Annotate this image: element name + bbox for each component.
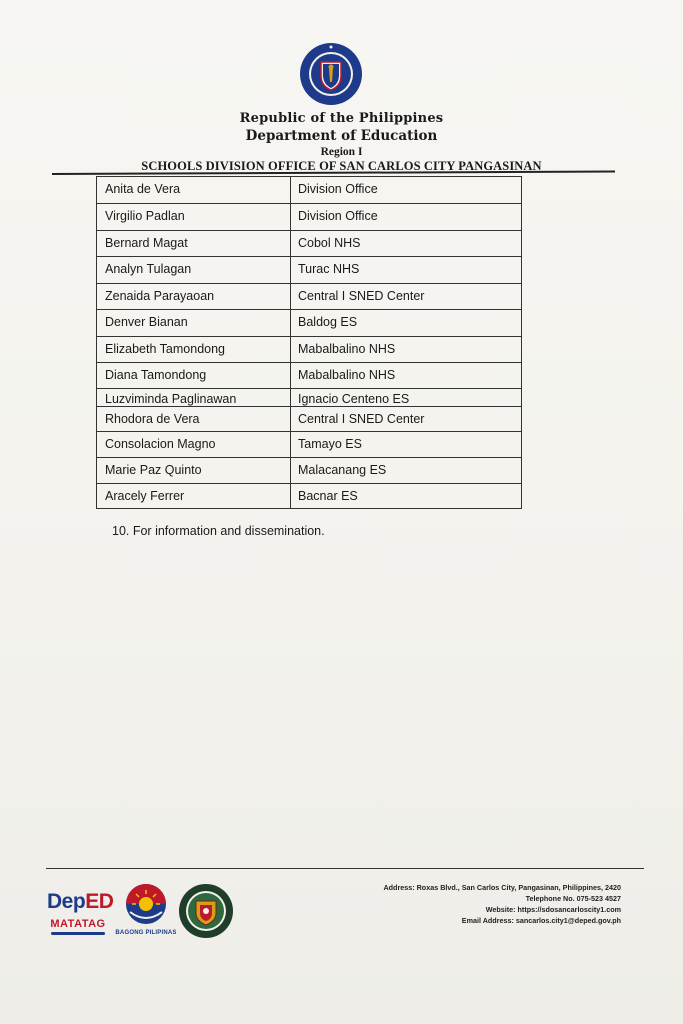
website-link[interactable]: Website: https://sdosancarloscity1.com: [485, 905, 621, 914]
personnel-name: Aracely Ferrer: [97, 484, 291, 508]
table-row: [97, 203, 521, 230]
telephone-text: Telephone No. 075-523 4527: [525, 894, 621, 903]
personnel-office: Central I SNED Center: [298, 412, 425, 426]
republic-heading: Republic of the Philippines: [239, 111, 444, 126]
table-row: [97, 176, 521, 203]
deped-logo-text: [47, 890, 114, 914]
personnel-name: Consolacion Magno: [97, 432, 291, 457]
contact-info: [383, 882, 621, 926]
deped-matatag-logo: [47, 888, 114, 942]
matatag-logo-text: MATATAG: [50, 918, 106, 930]
table-row: [97, 388, 521, 406]
closing-note: 10. For information and dissemination.: [112, 524, 325, 538]
table-row: [97, 336, 521, 362]
table-row: [97, 309, 521, 336]
matatag-underline: [51, 932, 105, 935]
deped-seal-icon: [299, 42, 363, 106]
footer-divider: [46, 868, 644, 869]
personnel-name: Virgilio Padlan: [97, 204, 291, 230]
table-row: [97, 483, 521, 508]
table-row: [97, 230, 521, 256]
division-heading: SCHOOLS DIVISION OFFICE OF SAN CARLOS CITY PANGASINAN: [141, 159, 542, 173]
personnel-office: Central I SNED Center: [298, 289, 425, 303]
personnel-office: Malacanang ES: [298, 463, 387, 477]
personnel-name: Zenaida Parayaoan: [97, 284, 291, 309]
personnel-office: Baldog ES: [298, 315, 358, 329]
personnel-name: Luzviminda Paglinawan: [97, 389, 291, 406]
table-row: [97, 431, 521, 457]
personnel-name: Rhodora de Vera: [97, 407, 291, 431]
personnel-name: Elizabeth Tamondong: [97, 337, 291, 362]
region-heading: Region I: [320, 146, 363, 158]
personnel-office: Turac NHS: [298, 262, 360, 276]
bagong-pilipinas-caption: BAGONG PILIPINAS: [115, 930, 177, 936]
email-link[interactable]: Email Address: sancarlos.city1@deped.gov.ph: [461, 916, 621, 925]
personnel-name: Analyn Tulagan: [97, 257, 291, 283]
table-row: [97, 457, 521, 483]
personnel-name: Anita de Vera: [97, 177, 291, 203]
personnel-office: Division Office: [298, 182, 378, 196]
personnel-office: Mabalbalino NHS: [298, 368, 396, 382]
deped-logo-wordmark: DepED: [47, 890, 114, 913]
personnel-office: Ignacio Centeno ES: [298, 392, 410, 406]
table-row: [97, 256, 521, 283]
personnel-office: Division Office: [298, 209, 378, 223]
table-row: [97, 406, 521, 431]
sdo-san-carlos-seal-icon: [178, 883, 234, 939]
personnel-office: Tamayo ES: [298, 437, 362, 451]
address-text: Address: Roxas Blvd., San Carlos City, Pangasinan, Philippines, 2420: [383, 883, 621, 892]
table-row: [97, 362, 521, 388]
personnel-name: Denver Bianan: [97, 310, 291, 336]
personnel-name: Diana Tamondong: [97, 363, 291, 388]
personnel-office: Bacnar ES: [298, 489, 358, 503]
personnel-office: Mabalbalino NHS: [298, 342, 396, 356]
personnel-name: Marie Paz Quinto: [97, 458, 291, 483]
personnel-table: [96, 176, 522, 509]
department-heading: Department of Education: [245, 128, 438, 144]
table-row: [97, 283, 521, 309]
personnel-office: Cobol NHS: [298, 236, 361, 250]
personnel-name: Bernard Magat: [97, 231, 291, 256]
